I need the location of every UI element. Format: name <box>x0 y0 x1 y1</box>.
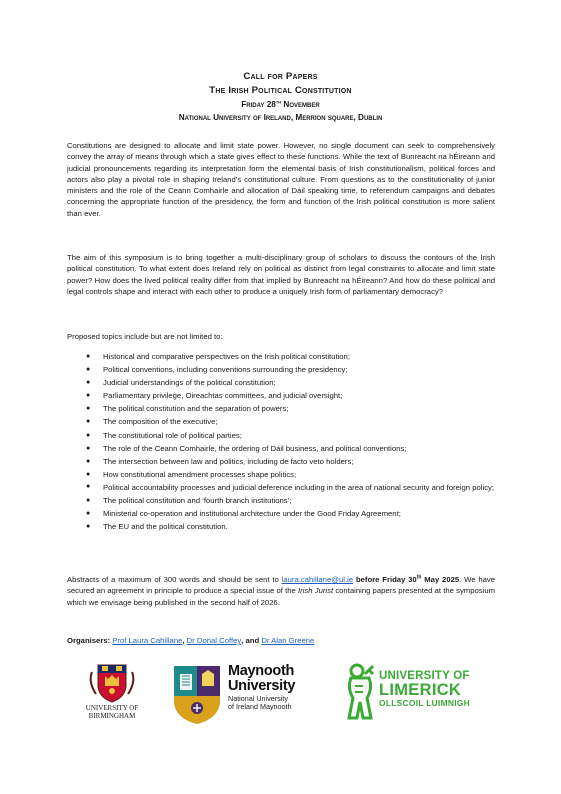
topic-text: Political conventions, including conventions surrounding the presidency; <box>103 365 348 375</box>
bullet-icon: ● <box>86 379 91 387</box>
list-item <box>67 507 495 520</box>
list-item <box>67 429 495 442</box>
topic-text: Political accountability processes and judicial deference including in the area of national security and foreign policy; <box>103 482 495 492</box>
maynooth-wordmark <box>228 664 295 693</box>
list-item <box>67 415 495 428</box>
organiser-link-cahillane[interactable]: Prof Laura Cahillane <box>112 636 183 645</box>
bullet-icon: ● <box>86 431 91 439</box>
email-link[interactable]: laura.cahillane@ul.ie <box>281 575 354 584</box>
bullet-icon: ● <box>86 497 91 505</box>
topic-text: Parliamentary privilege, Oireachtas committees, and judicial oversight; <box>103 391 343 401</box>
birmingham-crest-icon <box>72 662 152 704</box>
aim-paragraph: The aim of this symposium is to bring together a multi-disciplinary group of scholars to discuss the contours of the Irish political constitution. To what extent does Ireland rely on political as distinct from legal constraints to allocate and limit state power? How does the lived political reality differ from that implied by Bunreacht na hÉireann? And how do these political and legal controls shape and interact with each other to produce a uniquely Irish form of parliamentary democracy? <box>67 253 495 296</box>
list-item <box>67 350 495 363</box>
birmingham-line-2: BIRMINGHAM <box>88 712 136 720</box>
university-of-limerick-logo <box>345 662 515 722</box>
call-for-papers-heading <box>0 70 561 84</box>
bullet-icon: ● <box>86 482 91 490</box>
topic-text: How constitutional amendment processes shape politics; <box>103 469 297 479</box>
organisers-label: Organisers <box>67 636 108 645</box>
submission-text-2: . We have secured an agreement in principle to produce a special issue of the <box>67 575 495 596</box>
maynooth-university-logo <box>172 664 342 726</box>
limerick-wordmark <box>379 670 470 709</box>
venue-text: National University of Ireland, Merrion square, Dublin <box>178 113 383 122</box>
organiser-link-coffey[interactable]: Dr Donal Coffey <box>186 636 242 645</box>
bullet-icon: ● <box>86 470 91 478</box>
limerick-figure-icon <box>345 662 377 720</box>
maynooth-line-1: Maynooth <box>228 663 295 679</box>
separator: : <box>107 636 113 645</box>
maynooth-sub-line-2: of Ireland Maynooth <box>228 702 292 712</box>
list-item <box>67 442 495 455</box>
topic-text: Judicial understandings of the political constitution; <box>103 378 276 388</box>
topics-list <box>67 350 495 534</box>
submission-paragraph <box>67 574 495 608</box>
separator: , <box>182 636 187 645</box>
bullet-icon: ● <box>86 353 91 360</box>
limerick-line-2: LIMERICK <box>379 681 462 699</box>
list-item <box>67 455 495 468</box>
maynooth-line-2: University <box>228 677 296 694</box>
list-item <box>67 376 495 389</box>
bullet-icon: ● <box>86 392 91 400</box>
date-text: Friday 28 <box>241 100 276 109</box>
date-month: November <box>281 100 320 109</box>
bullet-icon: ● <box>86 444 91 452</box>
birmingham-line-1: UNIVERSITY OF <box>85 704 139 712</box>
topic-text: The constitutional role of political parties; <box>103 430 242 440</box>
list-item <box>67 389 495 402</box>
bullet-icon: ● <box>86 510 91 518</box>
topic-text: Historical and comparative perspectives on the Irish political constitution; <box>103 352 350 361</box>
topic-text: The political constitution and ‘fourth branch institutions’; <box>103 496 292 506</box>
topics-intro: Proposed topics include but are not limited to: <box>67 332 223 341</box>
logos-row <box>0 660 561 730</box>
topic-text: The political constitution and the separation of powers; <box>103 404 289 414</box>
topic-text: The composition of the executive; <box>103 417 218 427</box>
submission-text-3: containing papers presented at the symposium which we envisage being published in the second half of 2026. <box>67 586 495 607</box>
intro-paragraph: Constitutions are designed to allocate and limit state power. However, no single document can seek to comprehensively convey the array of means through which a state gives effect to these functions. While the text of Bunreacht na hÉireann and judicial pronouncements regarding its interpretation form the elemental basis of Irish constitutionalism, political forces and actors also play a pivotal role in shaping Ireland’s constitutional culture. From questions as to the constitutionality of junior ministers and the role of the Ceann Comhairle and allocation of Dáil speaking time, to referendum campaigns and debates concerning the appropriate function of the presidency, the form and function of the Irish political constitution is more salient than ever. <box>67 141 495 218</box>
topic-text: Ministerial co-operation and institutional architecture under the Good Friday Agreement; <box>103 509 401 519</box>
organiser-link-greene[interactable]: Dr Alan Greene <box>261 636 315 645</box>
maynooth-sub-line-1: National University <box>228 694 288 703</box>
bullet-icon: ● <box>86 523 91 531</box>
limerick-line-3: OLLSCOIL LUIMNIGH <box>379 698 471 708</box>
symposium-title-text: The Irish Political Constitution <box>209 85 352 96</box>
topic-text: The EU and the political constitution. <box>103 522 228 532</box>
list-item <box>67 402 495 415</box>
deadline <box>353 575 459 584</box>
bullet-icon: ● <box>86 457 91 465</box>
maynooth-shield-icon <box>172 664 222 726</box>
event-venue <box>0 111 561 124</box>
list-item <box>67 468 495 481</box>
separator: , and <box>241 636 262 645</box>
list-item <box>67 494 495 507</box>
list-item <box>67 363 495 376</box>
list-item <box>67 481 495 494</box>
birmingham-wordmark <box>72 704 152 720</box>
heading-text: Call for Papers <box>243 71 318 82</box>
submission-text: Abstracts of a maximum of 300 words and should be sent to <box>67 575 282 584</box>
deadline-year: May 2025 <box>421 575 460 584</box>
bullet-icon: ● <box>86 418 91 426</box>
university-of-birmingham-logo <box>72 662 152 728</box>
organisers-line <box>67 635 495 646</box>
bullet-icon: ● <box>86 366 91 374</box>
deadline-superscript: th <box>416 574 422 581</box>
topic-text: The intersection between law and politics, including de facto veto holders; <box>103 456 354 466</box>
date-superscript: th <box>275 99 282 106</box>
event-date <box>0 98 561 111</box>
maynooth-subtitle <box>228 695 292 712</box>
deadline-text: before Friday 30 <box>353 575 417 584</box>
symposium-title <box>0 84 561 98</box>
header <box>0 70 561 124</box>
topic-text: The role of the Ceann Comhairle, the ordering of Dáil business, and political conventions; <box>103 443 407 453</box>
journal-name: Irish Jurist <box>298 586 334 596</box>
limerick-line-1: UNIVERSITY OF <box>379 670 470 682</box>
list-item <box>67 520 495 533</box>
bullet-icon: ● <box>86 405 91 413</box>
